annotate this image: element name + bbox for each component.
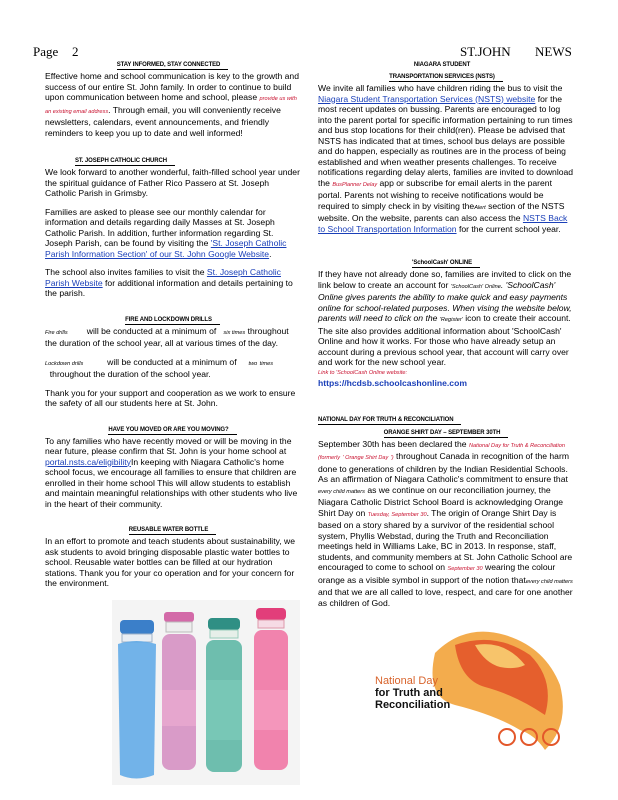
- paragraph: In an effort to promote and teach students about sustainability, we ask students to avoid bringing disposable plastic water bottles to school. Reusable water bottles can be filled at our hydration stations. Thank you for your co operation and for your concern for the environment.: [45, 536, 296, 588]
- truth-reconciliation-artwork: [375, 625, 570, 760]
- eligibility-link[interactable]: portal.nsts.ca/eligibility: [45, 456, 131, 467]
- church-section: [45, 154, 300, 299]
- art-title-line3: Reconciliation: [375, 699, 451, 711]
- page-label: Page: [33, 44, 59, 59]
- nsts-back-to-school-link[interactable]: NSTS Back to School Transportation Information: [318, 213, 568, 234]
- section-title: HAVE YOU MOVED OR ARE YOU MOVING?: [108, 426, 236, 435]
- moving-section: [45, 423, 300, 510]
- busplanner-app-name: BusPlanner Delay: [332, 181, 378, 188]
- left-column: [45, 58, 300, 601]
- section-title: FIRE AND LOCKDOWN DRILLS: [125, 316, 220, 325]
- paragraph: September 30th has been declared the National Day for Truth & Reconciliation (formerly ' Orange Shirt Day ') throughout Canada in recognition of the harm done to generations of children by the Indian Residential Schools. As an affirmation of Niagara Catholic's commitment to ensure that every child matters as we continue on our reconciliation journey, the Niagara Catholic District School Board is acknowledging Orange Shirt Day on Tuesday, September 30. The origin of Orange Shirt Day is based on a story shared by a survivor of the residential school system, Phyllis Webstad, during the Truth and Reconciliation meetings held in Williams Lake, BC in 2013. In response, staff, students, and community members at St. John Catholic School are encouraged to come to school on September 30 wearing the colour orange as a visible symbol in support of the notion thatevery child matters and that we are all called to love, respect, and care for one another as children of God.: [318, 438, 573, 608]
- section-title: ST. JOSEPH CATHOLIC CHURCH: [75, 157, 175, 166]
- email-note: provide us with an existing email address: [45, 96, 297, 115]
- water-bottles-illustration: [112, 600, 300, 785]
- schoolcash-url-link[interactable]: https://hcdsb.schoolcashonline.com: [318, 378, 467, 388]
- stay-informed-section: [45, 58, 300, 138]
- page-number: 2: [72, 44, 79, 59]
- news-label: NEWS: [535, 44, 572, 59]
- section-title-line2: TRANSPORTATION SERVICES (NSTS): [389, 73, 503, 82]
- section-title: 'SchoolCash' ONLINE: [412, 259, 480, 268]
- paragraph: If they have not already done so, families are invited to click on the link below to create an account for 'SchoolCash' Online. 'SchoolCash' Online gives parents the ability to make quick and easy payments online for school-related purposes. When vising the website below, parents will need to click on the 'Register' icon to create their account. The site also provides additional information about 'SchoolCash' Online and how it works. For those who have already setup an account during a previous school year, that account will carry over and work for the new school year.: [318, 269, 572, 367]
- paragraph: To any families who have recently moved or will be moving in the near future, please confirm that St. John is your home school at portal.nsts.ca/eligibilityIn keeping with Niagara Catholic's home school focus, we encourage all families to ensure that children are enrolled in their home school This will allow students to establish and maintain meaningful relationships with other students who live in the heart of their community.: [45, 435, 298, 509]
- right-column: [318, 58, 574, 620]
- paragraph: Effective home and school communication is key to the growth and success of our entire St. John family. In order to continue to build upon communication between home and school, please provide us with an existing email address. Through email, you will conveniently receive newsletters, calendars, event announcements, and friendly reminders to keep you up to date and well informed!: [45, 71, 299, 138]
- paragraph: Fire drills will be conducted at a minimum of six times throughout the duration of the school year, all at various times of the day.: [45, 325, 289, 348]
- section-title-line1: NIAGARA STUDENT: [413, 62, 471, 68]
- schoolcash-section: [318, 256, 574, 389]
- section-title: STAY INFORMED, STAY CONNECTED: [117, 61, 229, 70]
- parish-info-link[interactable]: 'St. Joseph Catholic Parish Information Section' of our St. John Google Website: [45, 238, 287, 259]
- paragraph: Families are asked to please see our monthly calendar for information and details regarding daily Masses at St. Joseph Catholic Parish. In addition, further information regarding St. Joseph Parish, can be found by visiting the 'St. Joseph Catholic Parish Information Section' of our St. John Google Website.: [45, 206, 287, 259]
- art-title-line2: for Truth and: [375, 687, 443, 699]
- art-title-line1: National Day: [375, 675, 438, 687]
- paragraph: We invite all families who have children riding the bus to visit the Niagara Student Transportation Services (NSTS) website for the most recent updates on bussing. Parents are encouraged to log into the parent portal for specific information pertaining to run times and bus stop locations for their child(ren). Please be advised that NSTS has indicated that at times, school bus delays are possible and do happen, especially as routines are in the process of being established and when weather presents challenges. To receive notifications regarding delay alerts, families are invited to download the BusPlanner Delay app or subscribe for email alerts in the parent portal. Parents not wishing to receive notifications would be required to simply check in by visiting theAlert section of the NSTS website. On the website, parents can also access the NSTS Back to School Transportation Information for the current school year.: [318, 83, 574, 234]
- parish-website-link[interactable]: St. Joseph Catholic Parish Website: [45, 267, 281, 288]
- paragraph: We look forward to another wonderful, faith-filled school year under the spiritual guidance of Father Rico Passero at St. Joseph Catholic Parish in Grimsby.: [45, 167, 300, 198]
- section-title-line2: ORANGE SHIRT DAY – SEPTEMBER 30TH: [384, 429, 509, 438]
- water-bottle-section: [45, 523, 300, 589]
- school-name: ST.JOHN: [460, 44, 511, 59]
- section-title: REUSABLE WATER BOTTLE: [129, 526, 216, 535]
- nsts-section: [318, 58, 574, 234]
- section-title-line1: NATIONAL DAY FOR TRUTH & RECONCILIATION: [318, 416, 461, 425]
- water-bottles-image: [112, 600, 300, 785]
- drills-section: [45, 313, 300, 409]
- schoolcash-link-label: Link to 'SchoolCash Online website:: [318, 369, 408, 376]
- paragraph: Lockdown drills will be conducted at a minimum of two times throughout the duration of the school year.: [45, 356, 274, 379]
- paragraph: The school also invites families to visit the St. Joseph Catholic Parish Website for additional information and details pertaining to the parish.: [45, 267, 293, 298]
- paragraph: Thank you for your support and cooperation as we work to ensure the safety of all our students here at St. John.: [45, 387, 296, 408]
- nsts-website-link[interactable]: Niagara Student Transportation Services (NSTS) website: [318, 93, 536, 104]
- truth-reconciliation-section: [318, 413, 574, 609]
